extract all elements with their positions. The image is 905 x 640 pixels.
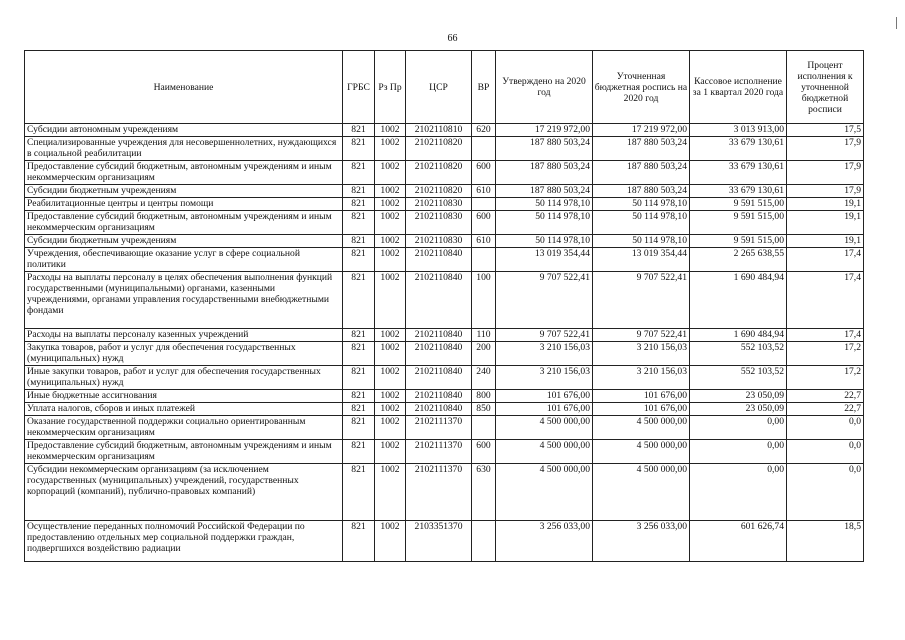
- cell-percent: 19,1: [787, 235, 864, 248]
- cell-rzpr: 1002: [375, 366, 406, 390]
- cell-grbs: 821: [343, 124, 375, 137]
- cell-rzpr: 1002: [375, 329, 406, 342]
- cell-rzpr: 1002: [375, 198, 406, 211]
- cell-percent: 22,7: [787, 390, 864, 403]
- cell-approved: 17 219 972,00: [496, 124, 593, 137]
- cell-csr: 2102110810: [406, 124, 472, 137]
- cell-vr: 240: [472, 366, 496, 390]
- cell-vr: 610: [472, 235, 496, 248]
- cell-rzpr: 1002: [375, 235, 406, 248]
- cell-refined: 101 676,00: [593, 390, 690, 403]
- cell-grbs: 821: [343, 416, 375, 440]
- table-row: [25, 390, 864, 403]
- cell-grbs: 821: [343, 521, 375, 562]
- header-vr: ВР: [472, 51, 496, 124]
- cell-percent: 0,0: [787, 464, 864, 521]
- cell-refined: 187 880 503,24: [593, 185, 690, 198]
- cell-approved: 187 880 503,24: [496, 137, 593, 161]
- scan-edge-mark: [896, 17, 897, 29]
- cell-refined: 50 114 978,10: [593, 235, 690, 248]
- cell-percent: 0,0: [787, 440, 864, 464]
- cell-cash: 0,00: [690, 464, 787, 521]
- cell-rzpr: 1002: [375, 416, 406, 440]
- cell-csr: 2102110820: [406, 137, 472, 161]
- cell-grbs: 821: [343, 403, 375, 416]
- table-row: [25, 235, 864, 248]
- budget-table: [24, 50, 864, 562]
- cell-approved: 3 256 033,00: [496, 521, 593, 562]
- cell-cash: 552 103,52: [690, 342, 787, 366]
- cell-name: Расходы на выплаты персоналу в целях обеспечения выполнения функций государственными (муниципальными) органами, казенными учреждениями, органами управления государственными внебюджетными фондами: [25, 272, 343, 329]
- cell-vr: [472, 521, 496, 562]
- cell-grbs: 821: [343, 185, 375, 198]
- table-row: [25, 366, 864, 390]
- cell-cash: 0,00: [690, 440, 787, 464]
- page-number: 66: [447, 33, 458, 44]
- cell-csr: 2102110840: [406, 248, 472, 272]
- cell-refined: 4 500 000,00: [593, 464, 690, 521]
- cell-refined: 17 219 972,00: [593, 124, 690, 137]
- cell-vr: 630: [472, 464, 496, 521]
- cell-name: Предоставление субсидий бюджетным, автономным учреждениям и иным некоммерческим организациям: [25, 440, 343, 464]
- table-row: [25, 416, 864, 440]
- cell-refined: 4 500 000,00: [593, 416, 690, 440]
- cell-vr: 600: [472, 440, 496, 464]
- cell-vr: 600: [472, 161, 496, 185]
- cell-percent: 17,4: [787, 272, 864, 329]
- table-row: [25, 198, 864, 211]
- cell-csr: 2102110840: [406, 390, 472, 403]
- cell-cash: 1 690 484,94: [690, 329, 787, 342]
- header-csr: ЦСР: [406, 51, 472, 124]
- cell-name: Иные бюджетные ассигнования: [25, 390, 343, 403]
- cell-csr: 2103351370: [406, 521, 472, 562]
- cell-name: Предоставление субсидий бюджетным, автономным учреждениям и иным некоммерческим организациям: [25, 211, 343, 235]
- cell-grbs: 821: [343, 390, 375, 403]
- cell-cash: 33 679 130,61: [690, 185, 787, 198]
- cell-csr: 2102110820: [406, 161, 472, 185]
- cell-grbs: 821: [343, 198, 375, 211]
- cell-rzpr: 1002: [375, 272, 406, 329]
- table-row: [25, 124, 864, 137]
- cell-vr: [472, 248, 496, 272]
- cell-csr: 2102110840: [406, 403, 472, 416]
- table-row: [25, 161, 864, 185]
- cell-rzpr: 1002: [375, 342, 406, 366]
- cell-percent: 17,4: [787, 329, 864, 342]
- cell-csr: 2102110830: [406, 211, 472, 235]
- cell-cash: 23 050,09: [690, 390, 787, 403]
- cell-rzpr: 1002: [375, 137, 406, 161]
- cell-rzpr: 1002: [375, 248, 406, 272]
- cell-refined: 9 707 522,41: [593, 272, 690, 329]
- cell-cash: 33 679 130,61: [690, 137, 787, 161]
- cell-cash: 33 679 130,61: [690, 161, 787, 185]
- cell-name: Оказание государственной поддержки социально ориентированным некоммерческим организациям: [25, 416, 343, 440]
- cell-grbs: 821: [343, 329, 375, 342]
- cell-cash: 23 050,09: [690, 403, 787, 416]
- cell-name: Субсидии бюджетным учреждениям: [25, 185, 343, 198]
- cell-name: Специализированные учреждения для несовершеннолетних, нуждающихся в социальной реабилитации: [25, 137, 343, 161]
- cell-name: Субсидии некоммерческим организациям (за исключением государственных (муниципальных) учреждений, государственных корпораций (компаний), публично-правовых компаний): [25, 464, 343, 521]
- table-row: [25, 137, 864, 161]
- cell-vr: 800: [472, 390, 496, 403]
- cell-percent: 17,2: [787, 342, 864, 366]
- cell-grbs: 821: [343, 366, 375, 390]
- table-row: [25, 185, 864, 198]
- cell-percent: 17,9: [787, 185, 864, 198]
- header-grbs: ГРБС: [343, 51, 375, 124]
- cell-name: Осуществление переданных полномочий Российской Федерации по предоставлению отдельных мер социальной поддержки граждан, подвергшихся воздействию радиации: [25, 521, 343, 562]
- cell-csr: 2102110830: [406, 235, 472, 248]
- cell-refined: 187 880 503,24: [593, 161, 690, 185]
- cell-refined: 50 114 978,10: [593, 211, 690, 235]
- cell-vr: 200: [472, 342, 496, 366]
- cell-refined: 4 500 000,00: [593, 440, 690, 464]
- cell-percent: 17,9: [787, 137, 864, 161]
- cell-cash: 0,00: [690, 416, 787, 440]
- cell-refined: 9 707 522,41: [593, 329, 690, 342]
- cell-rzpr: 1002: [375, 390, 406, 403]
- cell-approved: 50 114 978,10: [496, 211, 593, 235]
- cell-percent: 17,9: [787, 161, 864, 185]
- cell-grbs: 821: [343, 211, 375, 235]
- cell-name: Иные закупки товаров, работ и услуг для обеспечения государственных (муниципальных) нужд: [25, 366, 343, 390]
- cell-vr: 850: [472, 403, 496, 416]
- cell-rzpr: 1002: [375, 211, 406, 235]
- cell-approved: 4 500 000,00: [496, 440, 593, 464]
- header-refined: Уточненная бюджетная роспись на 2020 год: [593, 51, 690, 124]
- cell-approved: 9 707 522,41: [496, 329, 593, 342]
- cell-approved: 50 114 978,10: [496, 235, 593, 248]
- cell-approved: 4 500 000,00: [496, 464, 593, 521]
- header-name: Наименование: [25, 51, 343, 124]
- cell-percent: 17,5: [787, 124, 864, 137]
- cell-percent: 22,7: [787, 403, 864, 416]
- cell-refined: 3 210 156,03: [593, 342, 690, 366]
- cell-csr: 2102110820: [406, 185, 472, 198]
- cell-grbs: 821: [343, 272, 375, 329]
- table-row: [25, 403, 864, 416]
- table-row: [25, 440, 864, 464]
- cell-csr: 2102110840: [406, 329, 472, 342]
- cell-csr: 2102110840: [406, 272, 472, 329]
- cell-vr: 620: [472, 124, 496, 137]
- header-rzpr: Рз Пр: [375, 51, 406, 124]
- cell-approved: 187 880 503,24: [496, 185, 593, 198]
- cell-refined: 187 880 503,24: [593, 137, 690, 161]
- cell-vr: 600: [472, 211, 496, 235]
- cell-grbs: 821: [343, 440, 375, 464]
- cell-vr: [472, 137, 496, 161]
- cell-name: Предоставление субсидий бюджетным, автономным учреждениям и иным некоммерческим организациям: [25, 161, 343, 185]
- cell-rzpr: 1002: [375, 521, 406, 562]
- cell-name: Учреждения, обеспечивающие оказание услуг в сфере социальной политики: [25, 248, 343, 272]
- table-row: [25, 464, 864, 521]
- header-percent: Процент исполнения к уточненной бюджетной росписи: [787, 51, 864, 124]
- cell-refined: 50 114 978,10: [593, 198, 690, 211]
- cell-csr: 2102111370: [406, 416, 472, 440]
- cell-cash: 552 103,52: [690, 366, 787, 390]
- cell-approved: 3 210 156,03: [496, 342, 593, 366]
- cell-approved: 187 880 503,24: [496, 161, 593, 185]
- table-row: [25, 211, 864, 235]
- header-cash: Кассовое исполнение за 1 квартал 2020 года: [690, 51, 787, 124]
- table-row: [25, 342, 864, 366]
- cell-cash: 3 013 913,00: [690, 124, 787, 137]
- cell-name: Реабилитационные центры и центры помощи: [25, 198, 343, 211]
- cell-cash: 9 591 515,00: [690, 198, 787, 211]
- cell-csr: 2102111370: [406, 440, 472, 464]
- cell-rzpr: 1002: [375, 403, 406, 416]
- cell-approved: 101 676,00: [496, 390, 593, 403]
- cell-cash: 601 626,74: [690, 521, 787, 562]
- header-approved: Утверждено на 2020 год: [496, 51, 593, 124]
- cell-cash: 2 265 638,55: [690, 248, 787, 272]
- cell-approved: 4 500 000,00: [496, 416, 593, 440]
- cell-percent: 17,2: [787, 366, 864, 390]
- cell-rzpr: 1002: [375, 185, 406, 198]
- cell-grbs: 821: [343, 342, 375, 366]
- cell-vr: 110: [472, 329, 496, 342]
- cell-rzpr: 1002: [375, 161, 406, 185]
- cell-refined: 3 256 033,00: [593, 521, 690, 562]
- table-row: [25, 329, 864, 342]
- cell-vr: 610: [472, 185, 496, 198]
- table-row: [25, 272, 864, 329]
- cell-approved: 13 019 354,44: [496, 248, 593, 272]
- cell-csr: 2102111370: [406, 464, 472, 521]
- cell-cash: 9 591 515,00: [690, 211, 787, 235]
- cell-rzpr: 1002: [375, 124, 406, 137]
- cell-name: Субсидии автономным учреждениям: [25, 124, 343, 137]
- cell-name: Расходы на выплаты персоналу казенных учреждений: [25, 329, 343, 342]
- table-row: [25, 248, 864, 272]
- cell-approved: 3 210 156,03: [496, 366, 593, 390]
- cell-rzpr: 1002: [375, 464, 406, 521]
- cell-percent: 17,4: [787, 248, 864, 272]
- cell-grbs: 821: [343, 248, 375, 272]
- cell-approved: 101 676,00: [496, 403, 593, 416]
- cell-vr: 100: [472, 272, 496, 329]
- cell-grbs: 821: [343, 464, 375, 521]
- table-header-row: [25, 51, 864, 124]
- cell-approved: 50 114 978,10: [496, 198, 593, 211]
- cell-grbs: 821: [343, 161, 375, 185]
- cell-percent: 19,1: [787, 211, 864, 235]
- cell-refined: 3 210 156,03: [593, 366, 690, 390]
- cell-name: Уплата налогов, сборов и иных платежей: [25, 403, 343, 416]
- cell-vr: [472, 198, 496, 211]
- cell-cash: 9 591 515,00: [690, 235, 787, 248]
- table-row: [25, 521, 864, 562]
- cell-refined: 13 019 354,44: [593, 248, 690, 272]
- cell-percent: 19,1: [787, 198, 864, 211]
- cell-grbs: 821: [343, 235, 375, 248]
- cell-cash: 1 690 484,94: [690, 272, 787, 329]
- cell-csr: 2102110840: [406, 366, 472, 390]
- cell-grbs: 821: [343, 137, 375, 161]
- cell-approved: 9 707 522,41: [496, 272, 593, 329]
- cell-vr: [472, 416, 496, 440]
- cell-rzpr: 1002: [375, 440, 406, 464]
- cell-name: Субсидии бюджетным учреждениям: [25, 235, 343, 248]
- cell-csr: 2102110840: [406, 342, 472, 366]
- cell-name: Закупка товаров, работ и услуг для обеспечения государственных (муниципальных) нужд: [25, 342, 343, 366]
- cell-percent: 0,0: [787, 416, 864, 440]
- cell-percent: 18,5: [787, 521, 864, 562]
- cell-csr: 2102110830: [406, 198, 472, 211]
- cell-refined: 101 676,00: [593, 403, 690, 416]
